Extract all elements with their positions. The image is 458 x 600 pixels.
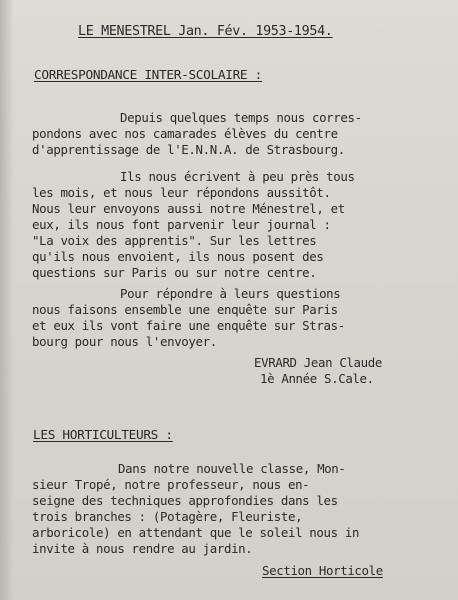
text-line: questions sur Paris ou sur notre centre. — [32, 265, 317, 280]
text-line: trois branches : (Potagère, Fleuriste, — [32, 509, 303, 524]
text-line: invite à nous rendre au jardin. — [32, 541, 253, 556]
signature-name: EVRARD Jean Claude — [254, 355, 382, 370]
section-signature: Section Horticole — [262, 563, 383, 578]
text-line: "La voix des apprentis". Sur les lettres — [32, 233, 317, 248]
text-line: nous faisons ensemble une enquête sur Paris — [32, 302, 338, 317]
section-title-correspondance: CORRESPONDANCE INTER-SCOLAIRE : — [34, 68, 262, 83]
text-line: d'apprentissage de l'E.N.N.A. de Strasbourg. — [32, 142, 345, 157]
text-line: pondons avec nos camarades élèves du centre — [32, 126, 338, 141]
text-line: bourg pour nous l'envoyer. — [32, 334, 217, 349]
text-line: arboricole) en attendant que le soleil nous in — [32, 525, 360, 540]
text-line: et eux ils vont faire une enquête sur Stras- — [32, 318, 345, 333]
page-header: LE MENESTREL Jan. Fév. 1953-1954. — [78, 24, 333, 39]
text-line: sieur Tropé, notre professeur, nous en- — [32, 477, 310, 492]
text-line: qu'ils nous envoient, ils nous posent des — [32, 249, 324, 264]
text-line: eux, ils nous font parvenir leur journal : — [32, 217, 331, 232]
text-line: seigne des techniques approfondies dans les — [32, 493, 338, 508]
section-title-horticulteurs: LES HORTICULTEURS : — [33, 428, 173, 443]
text-line: Nous leur envoyons aussi notre Ménestrel, et — [32, 201, 345, 216]
text-line: Pour répondre à leurs questions — [120, 286, 341, 301]
text-line: Ils nous écrivent à peu près tous — [120, 169, 355, 184]
signature-class: 1è Année S.Cale. — [260, 371, 374, 386]
text-line: les mois, et nous leur répondons aussitôt. — [32, 185, 331, 200]
text-line: Depuis quelques temps nous corres- — [120, 110, 362, 125]
text-line: Dans notre nouvelle classe, Mon- — [118, 461, 346, 476]
